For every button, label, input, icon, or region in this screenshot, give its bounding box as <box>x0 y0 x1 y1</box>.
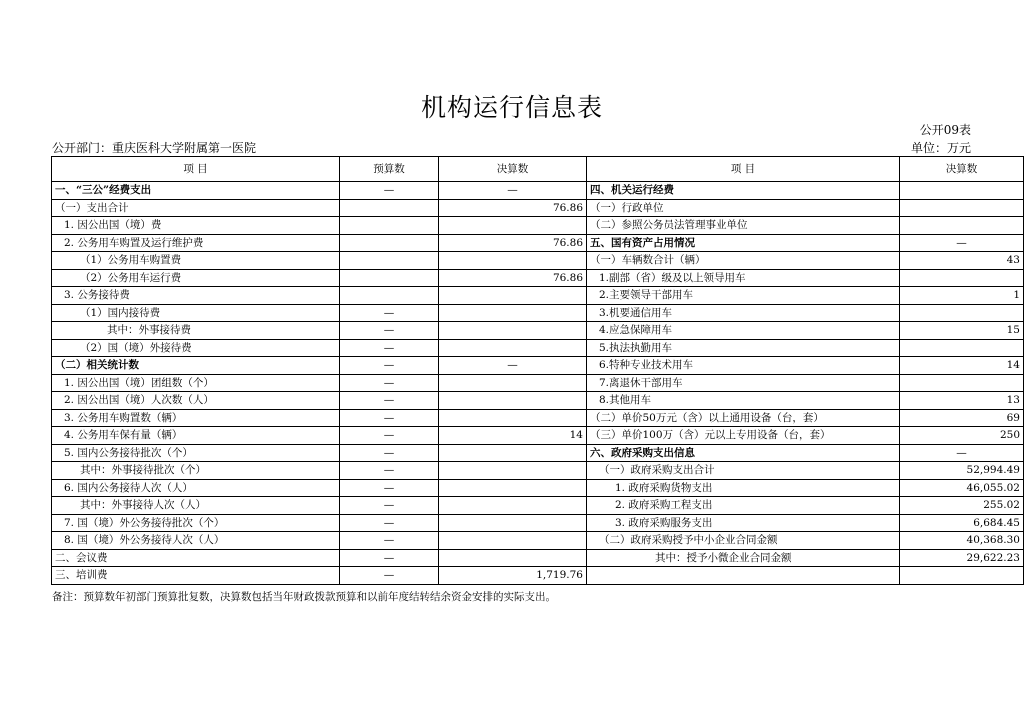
table-body <box>52 182 1024 585</box>
header-item-left: 项 目 <box>52 157 340 182</box>
table-row <box>52 234 1024 252</box>
row-final-right <box>900 567 1024 585</box>
row-item-left: （1）公务用车购置费 <box>52 252 340 270</box>
row-item-left: 4. 公务用车保有量（辆） <box>52 427 340 445</box>
row-budget: — <box>340 514 439 532</box>
row-item-left: （2）国（境）外接待费 <box>52 339 340 357</box>
row-item-right: 四、机关运行经费 <box>587 182 900 200</box>
row-budget <box>340 252 439 270</box>
row-item-left: （1）国内接待费 <box>52 304 340 322</box>
row-item-right: 五、国有资产占用情况 <box>587 234 900 252</box>
row-item-left: 7. 国（境）外公务接待批次（个） <box>52 514 340 532</box>
row-budget: — <box>340 444 439 462</box>
row-item-right: 5.执法执勤用车 <box>587 339 900 357</box>
row-budget: — <box>340 549 439 567</box>
table-row <box>52 462 1024 480</box>
row-final-left <box>439 479 587 497</box>
row-final-right <box>900 339 1024 357</box>
row-budget <box>340 287 439 305</box>
row-item-right: （一）行政单位 <box>587 199 900 217</box>
row-final-left <box>439 252 587 270</box>
row-final-right: 250 <box>900 427 1024 445</box>
row-item-left: （二）相关统计数 <box>52 357 340 375</box>
page-title: 机构运行信息表 <box>420 93 603 122</box>
row-final-left: 76.86 <box>439 269 587 287</box>
row-final-left <box>439 339 587 357</box>
row-final-left <box>439 287 587 305</box>
row-budget: — <box>340 374 439 392</box>
row-final-right: — <box>900 444 1024 462</box>
row-budget: — <box>340 392 439 410</box>
table-row <box>52 532 1024 550</box>
row-final-left: 1,719.76 <box>439 567 587 585</box>
form-number: 公开09表 <box>919 123 971 137</box>
row-final-right: 40,368.30 <box>900 532 1024 550</box>
row-budget: — <box>340 532 439 550</box>
table-row <box>52 322 1024 340</box>
row-item-right: （一）车辆数合计（辆） <box>587 252 900 270</box>
row-item-right: （二）参照公务员法管理事业单位 <box>587 217 900 235</box>
table-row <box>52 199 1024 217</box>
row-final-left <box>439 304 587 322</box>
row-item-right: （二）政府采购授予中小企业合同金额 <box>587 532 900 550</box>
row-item-left: 2. 公务用车购置及运行维护费 <box>52 234 340 252</box>
row-item-right: 六、政府采购支出信息 <box>587 444 900 462</box>
row-item-right: 2.主要领导干部用车 <box>587 287 900 305</box>
row-final-right: 14 <box>900 357 1024 375</box>
row-item-left: 8. 国（境）外公务接待人次（人） <box>52 532 340 550</box>
row-budget: — <box>340 182 439 200</box>
row-item-right: 3.机要通信用车 <box>587 304 900 322</box>
row-final-left: — <box>439 357 587 375</box>
row-final-right <box>900 304 1024 322</box>
row-item-left: 3. 公务用车购置数（辆） <box>52 409 340 427</box>
info-table <box>51 156 1024 585</box>
row-final-left <box>439 532 587 550</box>
row-final-left <box>439 217 587 235</box>
row-final-right <box>900 217 1024 235</box>
row-item-right: 8.其他用车 <box>587 392 900 410</box>
row-budget: — <box>340 409 439 427</box>
header-item-right: 项 目 <box>587 157 900 182</box>
row-item-right: 7.离退休干部用车 <box>587 374 900 392</box>
table-row <box>52 409 1024 427</box>
table-row <box>52 549 1024 567</box>
row-final-left <box>439 374 587 392</box>
row-item-left: （2）公务用车运行费 <box>52 269 340 287</box>
row-item-left: 其中：外事接待人次（人） <box>52 497 340 515</box>
row-final-left: 14 <box>439 427 587 445</box>
row-budget: — <box>340 567 439 585</box>
row-final-left <box>439 392 587 410</box>
row-final-right: 6,684.45 <box>900 514 1024 532</box>
row-final-left <box>439 549 587 567</box>
row-final-right: 43 <box>900 252 1024 270</box>
row-final-right: 255.02 <box>900 497 1024 515</box>
row-item-left: 5. 国内公务接待批次（个） <box>52 444 340 462</box>
table-row <box>52 497 1024 515</box>
row-budget: — <box>340 304 439 322</box>
row-final-left: — <box>439 182 587 200</box>
row-item-right: 1. 政府采购货物支出 <box>587 479 900 497</box>
row-item-right: （三）单价100万（含）元以上专用设备（台，套） <box>587 427 900 445</box>
department-label: 公开部门：重庆医科大学附属第一医院 <box>52 141 257 155</box>
row-budget: — <box>340 479 439 497</box>
row-final-left <box>439 409 587 427</box>
row-item-right: （二）单价50万元（含）以上通用设备（台，套） <box>587 409 900 427</box>
row-final-right: 29,622.23 <box>900 549 1024 567</box>
row-item-left: 其中：外事接待费 <box>52 322 340 340</box>
row-final-right <box>900 182 1024 200</box>
table-row <box>52 392 1024 410</box>
row-item-left: 三、培训费 <box>52 567 340 585</box>
header-final-left: 决算数 <box>439 157 587 182</box>
row-budget <box>340 217 439 235</box>
row-final-right: 1 <box>900 287 1024 305</box>
row-item-right: 3. 政府采购服务支出 <box>587 514 900 532</box>
row-final-left: 76.86 <box>439 199 587 217</box>
row-final-right <box>900 269 1024 287</box>
header-budget: 预算数 <box>340 157 439 182</box>
table-row <box>52 287 1024 305</box>
row-budget: — <box>340 427 439 445</box>
table-row <box>52 374 1024 392</box>
row-budget: — <box>340 497 439 515</box>
row-final-left <box>439 497 587 515</box>
row-budget: — <box>340 462 439 480</box>
row-final-left <box>439 444 587 462</box>
table-row <box>52 479 1024 497</box>
row-item-left: 其中：外事接待批次（个） <box>52 462 340 480</box>
row-item-left: 6. 国内公务接待人次（人） <box>52 479 340 497</box>
row-item-right: 6.特种专业技术用车 <box>587 357 900 375</box>
row-final-right: 69 <box>900 409 1024 427</box>
row-budget <box>340 199 439 217</box>
row-item-right: （一）政府采购支出合计 <box>587 462 900 480</box>
table-row <box>52 567 1024 585</box>
row-final-left: 76.86 <box>439 234 587 252</box>
row-final-right <box>900 199 1024 217</box>
table-row <box>52 217 1024 235</box>
row-budget: — <box>340 339 439 357</box>
table-row <box>52 339 1024 357</box>
row-item-right: 4.应急保障用车 <box>587 322 900 340</box>
row-item-left: 3. 公务接待费 <box>52 287 340 305</box>
row-item-left: 1. 因公出国（境）费 <box>52 217 340 235</box>
table-row <box>52 269 1024 287</box>
row-final-left <box>439 514 587 532</box>
table-row <box>52 427 1024 445</box>
table-row <box>52 252 1024 270</box>
table-row <box>52 357 1024 375</box>
row-final-right <box>900 374 1024 392</box>
row-final-right: 13 <box>900 392 1024 410</box>
header-final-right: 决算数 <box>900 157 1024 182</box>
row-final-left <box>439 322 587 340</box>
row-final-right: 46,055.02 <box>900 479 1024 497</box>
row-item-left: 一、“三公”经费支出 <box>52 182 340 200</box>
table-row <box>52 444 1024 462</box>
unit-label: 单位：万元 <box>910 141 971 155</box>
row-item-right: 1.副部（省）级及以上领导用车 <box>587 269 900 287</box>
row-item-left: 1. 因公出国（境）团组数（个） <box>52 374 340 392</box>
table-header-row <box>52 157 1024 182</box>
row-item-left: （一）支出合计 <box>52 199 340 217</box>
row-item-right <box>587 567 900 585</box>
row-final-left <box>439 462 587 480</box>
table-row <box>52 514 1024 532</box>
row-budget: — <box>340 322 439 340</box>
row-final-right: — <box>900 234 1024 252</box>
row-item-right: 2. 政府采购工程支出 <box>587 497 900 515</box>
table-row <box>52 182 1024 200</box>
row-budget <box>340 269 439 287</box>
row-item-right: 其中：授予小微企业合同金额 <box>587 549 900 567</box>
row-final-right: 52,994.49 <box>900 462 1024 480</box>
table-row <box>52 304 1024 322</box>
row-final-right: 15 <box>900 322 1024 340</box>
row-budget: — <box>340 357 439 375</box>
row-item-left: 二、会议费 <box>52 549 340 567</box>
row-item-left: 2. 因公出国（境）人次数（人） <box>52 392 340 410</box>
row-budget <box>340 234 439 252</box>
footnote: 备注：预算数年初部门预算批复数，决算数包括当年财政拨款预算和以前年度结转结余资金安排的实际支出。 <box>52 591 556 603</box>
